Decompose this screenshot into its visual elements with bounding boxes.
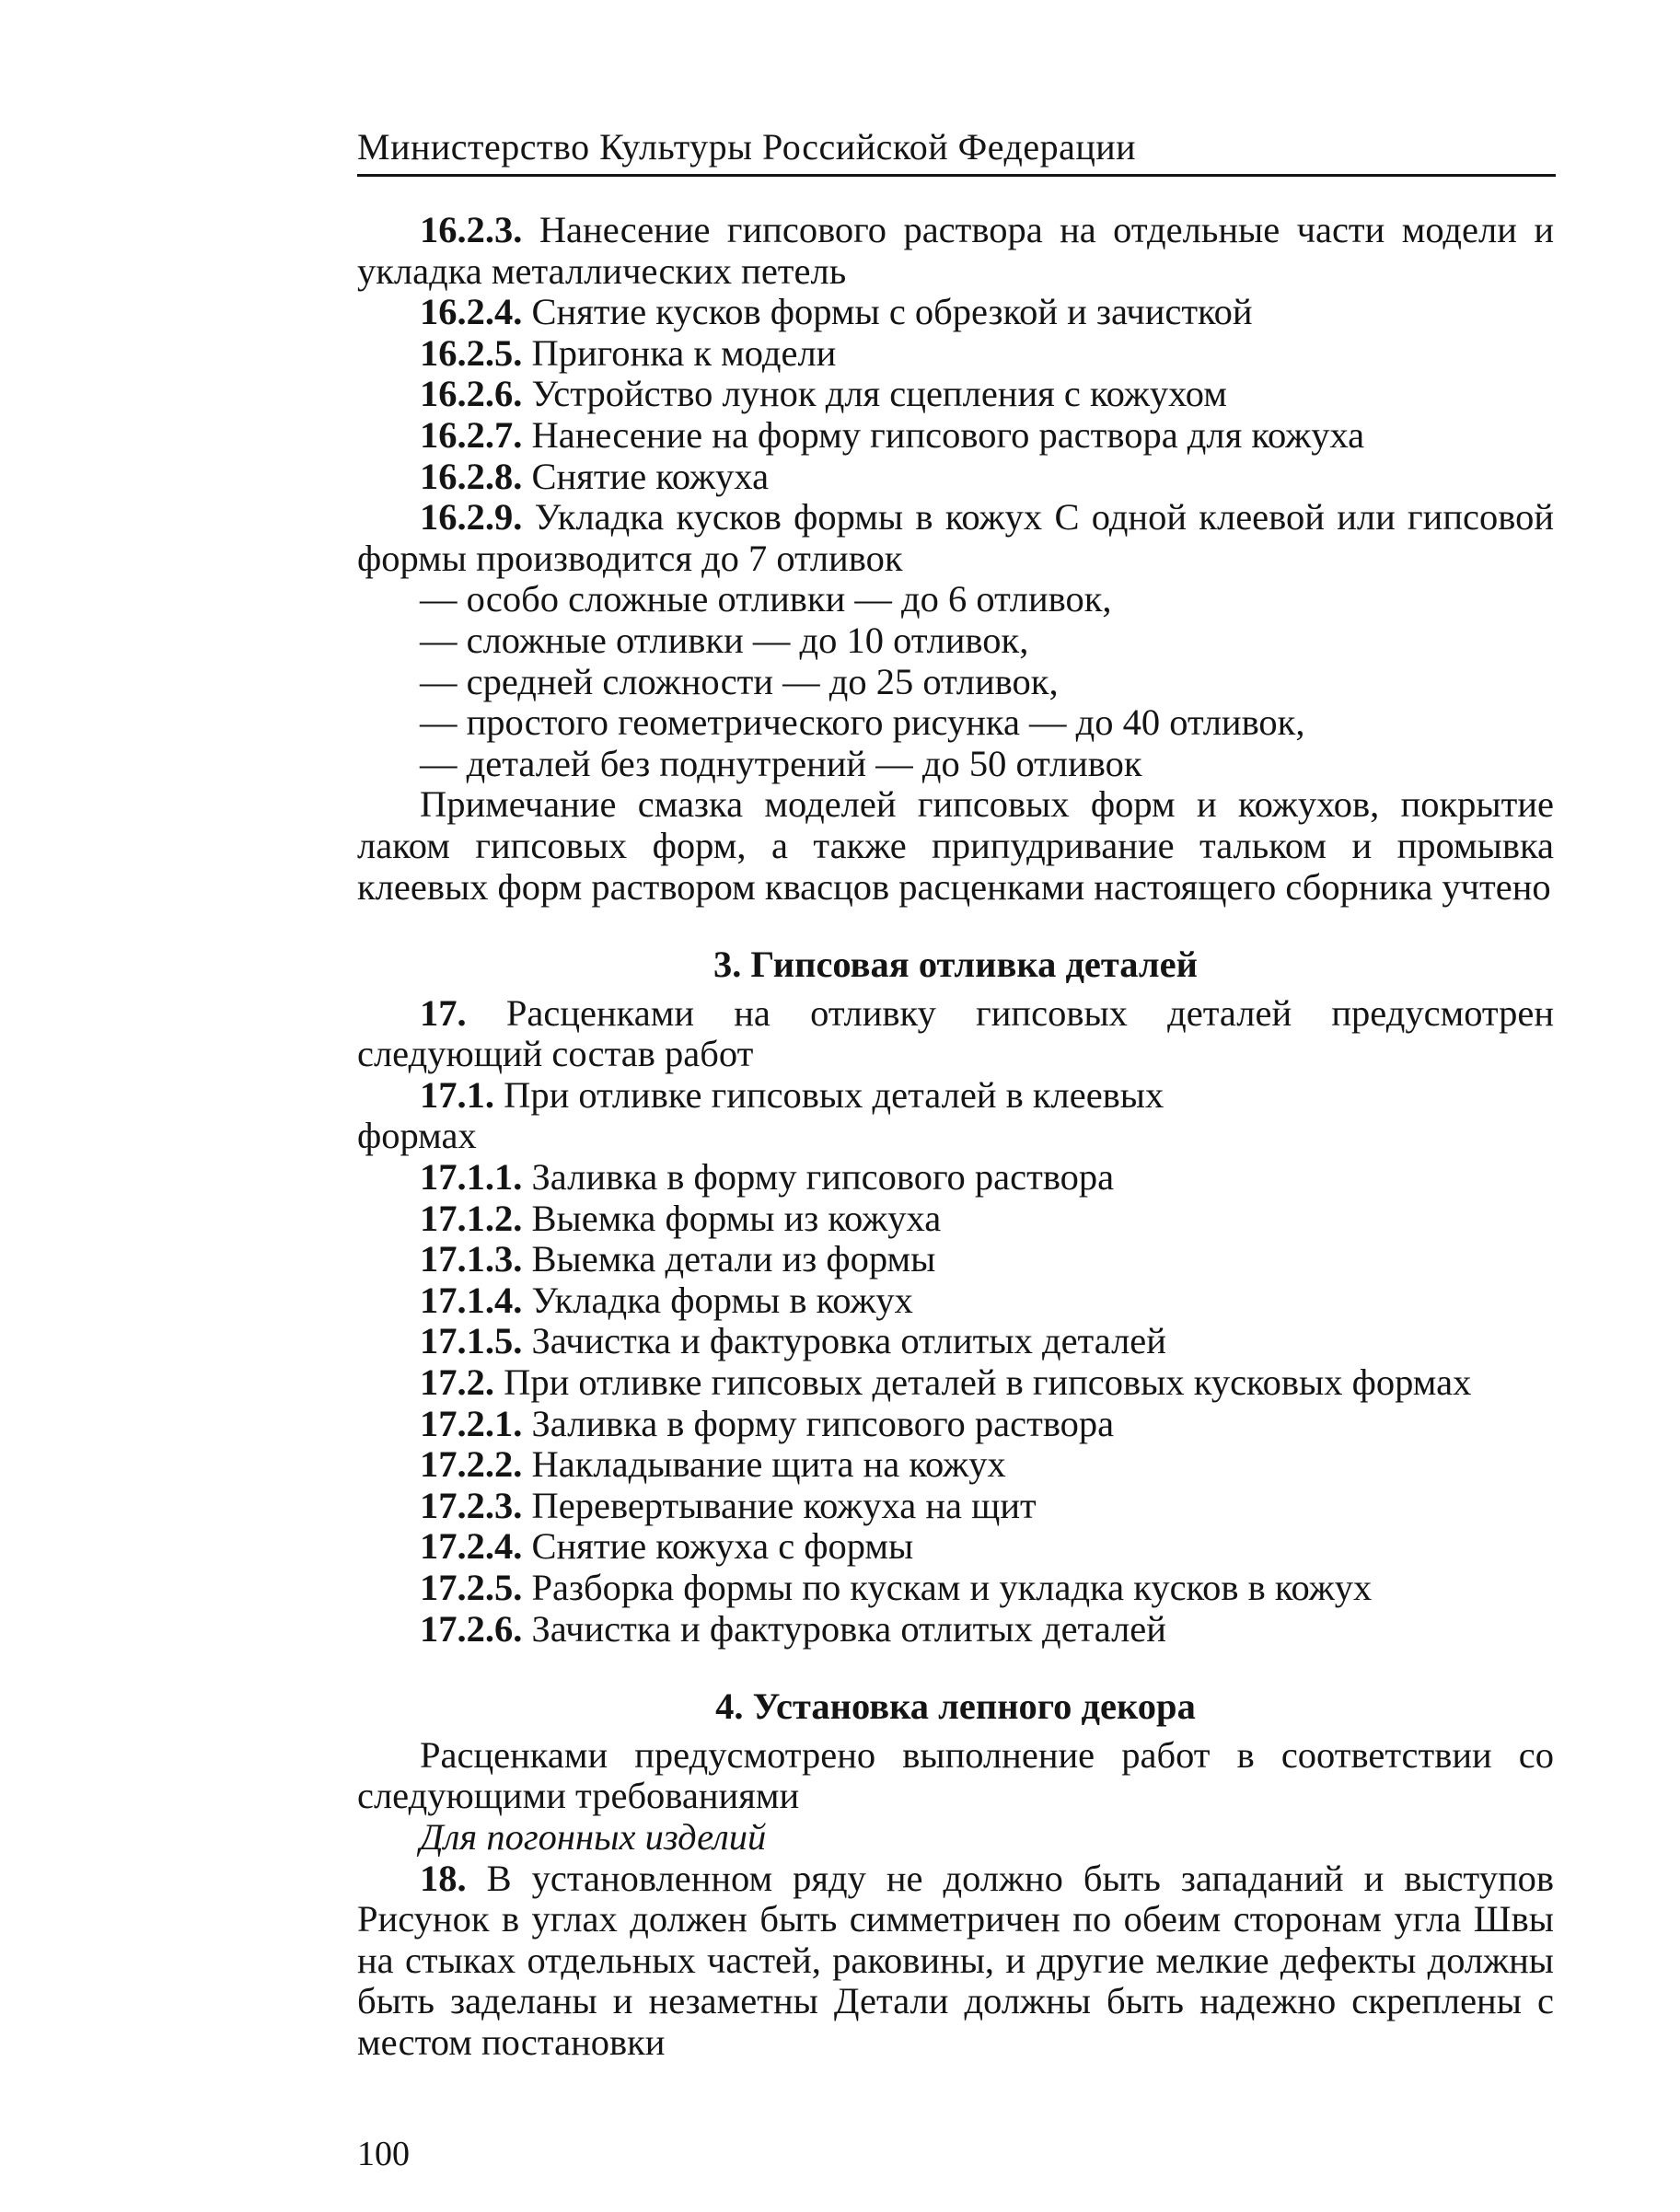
item-text: Перевертывание кожуха на щит	[531, 1484, 1037, 1526]
paragraph-17-1-continuation: формах	[357, 1115, 477, 1157]
note-paragraph: Примечание смазка моделей гипсовых форм и кожухов, покрытие лаком гипсовых форм, а также припудривание тальком и промывка клеевых форм раствором квасцов расценками настоящего сборника учтено	[357, 783, 1554, 908]
list-item	[357, 1404, 1554, 1445]
paragraph-17-1	[357, 1075, 1554, 1117]
item-number: 17.2.6.	[420, 1607, 523, 1650]
page-number: 100	[357, 2135, 410, 2173]
paragraph-17-2	[357, 1362, 1554, 1404]
dash-item: — средней сложности — до 25 отливок,	[420, 660, 1059, 702]
item-number: 17.1.2.	[420, 1197, 523, 1239]
section-4-intro: Расценками предусмотрено выполнение работ в соответствии со следующими требованиями	[357, 1733, 1554, 1817]
section-heading-4: 4. Установка лепного декора	[715, 1685, 1196, 1728]
item-number: 17.	[420, 991, 467, 1034]
item-text: Выемка детали из формы	[531, 1238, 936, 1280]
list-item	[357, 1609, 1554, 1650]
item-text: Заливка в форму гипсового раствора	[531, 1156, 1115, 1199]
item-number: 16.2.4.	[420, 291, 523, 333]
dash-item: — простого геометрического рисунка — до 40 отливок,	[420, 701, 1305, 744]
list-item	[357, 457, 1554, 498]
item-number: 16.2.8.	[420, 455, 523, 497]
item-text: Нанесение на форму гипсового раствора для кожуха	[531, 413, 1365, 456]
list-item	[357, 1321, 1554, 1362]
dash-item: — сложные отливки — до 10 отливок,	[420, 619, 1029, 661]
subheading-linear-products: Для погонных изделий	[420, 1815, 767, 1858]
dash-item: — особо сложные отливки — до 6 отливок,	[420, 578, 1112, 620]
paragraph-17	[357, 993, 1554, 1075]
item-number: 17.2.3.	[420, 1484, 523, 1526]
list-item	[357, 1239, 1554, 1280]
running-header: Министерство Культуры Российской Федерации	[357, 126, 1137, 168]
item-number: 17.1.3.	[420, 1238, 523, 1280]
item-text: Зачистка и фактуровка отлитых деталей	[531, 1320, 1166, 1362]
item-text: Заливка в форму гипсового раствора	[531, 1402, 1115, 1444]
item-number: 16.2.3.	[420, 209, 523, 250]
item-number: 17.1.5.	[420, 1320, 523, 1362]
list-item	[357, 210, 1554, 292]
item-text: Расценками на отливку гипсовых деталей предусмотрен следующий состав работ	[357, 991, 1555, 1075]
item-text: Разборка формы по кускам и укладка кусков в кожух	[531, 1567, 1373, 1608]
list-item	[357, 292, 1554, 333]
list-item	[357, 1486, 1554, 1527]
item-text: При отливке гипсовых деталей в клеевых	[504, 1073, 1164, 1116]
list-item	[357, 374, 1554, 415]
list-item	[357, 1444, 1554, 1486]
item-text: Устройство лунок для сцепления с кожухом	[531, 373, 1227, 415]
item-number: 16.2.5.	[420, 331, 523, 374]
item-text: Укладка формы в кожух	[531, 1279, 913, 1321]
paragraph-18	[357, 1859, 1554, 2064]
item-number: 17.2.	[420, 1361, 494, 1404]
item-number: 18.	[420, 1857, 467, 1899]
item-number: 17.1.4.	[420, 1279, 523, 1321]
item-text: В установленном ряду не должно быть западаний и выступов Рисунок в углах должен быть симметричен по обеим сторонам угла Швы на стыках отдельных частей, раковины, и другие мелкие дефекты должны быть заделаны и незаметны Детали должны быть надежно скреплены с местом постановки	[357, 1857, 1554, 2063]
section-heading-3: 3. Гипсовая отливка деталей	[713, 944, 1198, 986]
list-item	[357, 1568, 1554, 1609]
list-item	[357, 1199, 1554, 1240]
dash-item: — деталей без поднутрений — до 50 отливок	[420, 742, 1142, 784]
item-number: 17.2.1.	[420, 1402, 523, 1444]
item-text: Выемка формы из кожуха	[531, 1197, 942, 1239]
header-rule	[357, 174, 1556, 177]
item-text: Укладка кусков формы в кожух С одной клеевой или гипсовой формы производится до 7 отливок	[357, 496, 1554, 579]
item-text: Зачистка и фактуровка отлитых деталей	[531, 1607, 1166, 1650]
list-item	[357, 415, 1554, 457]
item-text: Накладывание щита на кожух	[531, 1443, 1006, 1486]
item-text: Снятие кожуха	[531, 455, 770, 497]
page-body	[357, 210, 1554, 2064]
item-number: 17.2.4.	[420, 1525, 523, 1568]
list-item	[357, 1280, 1554, 1322]
item-number: 17.1.	[420, 1073, 494, 1116]
item-text: Снятие кожуха с формы	[531, 1525, 914, 1568]
item-number: 17.1.1.	[420, 1156, 523, 1199]
item-text: Нанесение гипсового раствора на отдельные части модели и укладка металлических петель	[357, 209, 1554, 292]
list-item	[357, 1157, 1554, 1199]
item-number: 16.2.9.	[420, 496, 523, 539]
list-item	[357, 333, 1554, 375]
item-number: 16.2.7.	[420, 413, 523, 456]
item-text: Снятие кусков формы с обрезкой и зачисткой	[531, 291, 1253, 333]
item-text: При отливке гипсовых деталей в гипсовых кусковых формах	[504, 1361, 1472, 1404]
list-item	[357, 497, 1554, 579]
list-item	[357, 1526, 1554, 1568]
item-number: 16.2.6.	[420, 373, 523, 415]
item-number: 17.2.5.	[420, 1567, 523, 1608]
item-number: 17.2.2.	[420, 1443, 523, 1486]
item-text: Пригонка к модели	[531, 331, 837, 374]
